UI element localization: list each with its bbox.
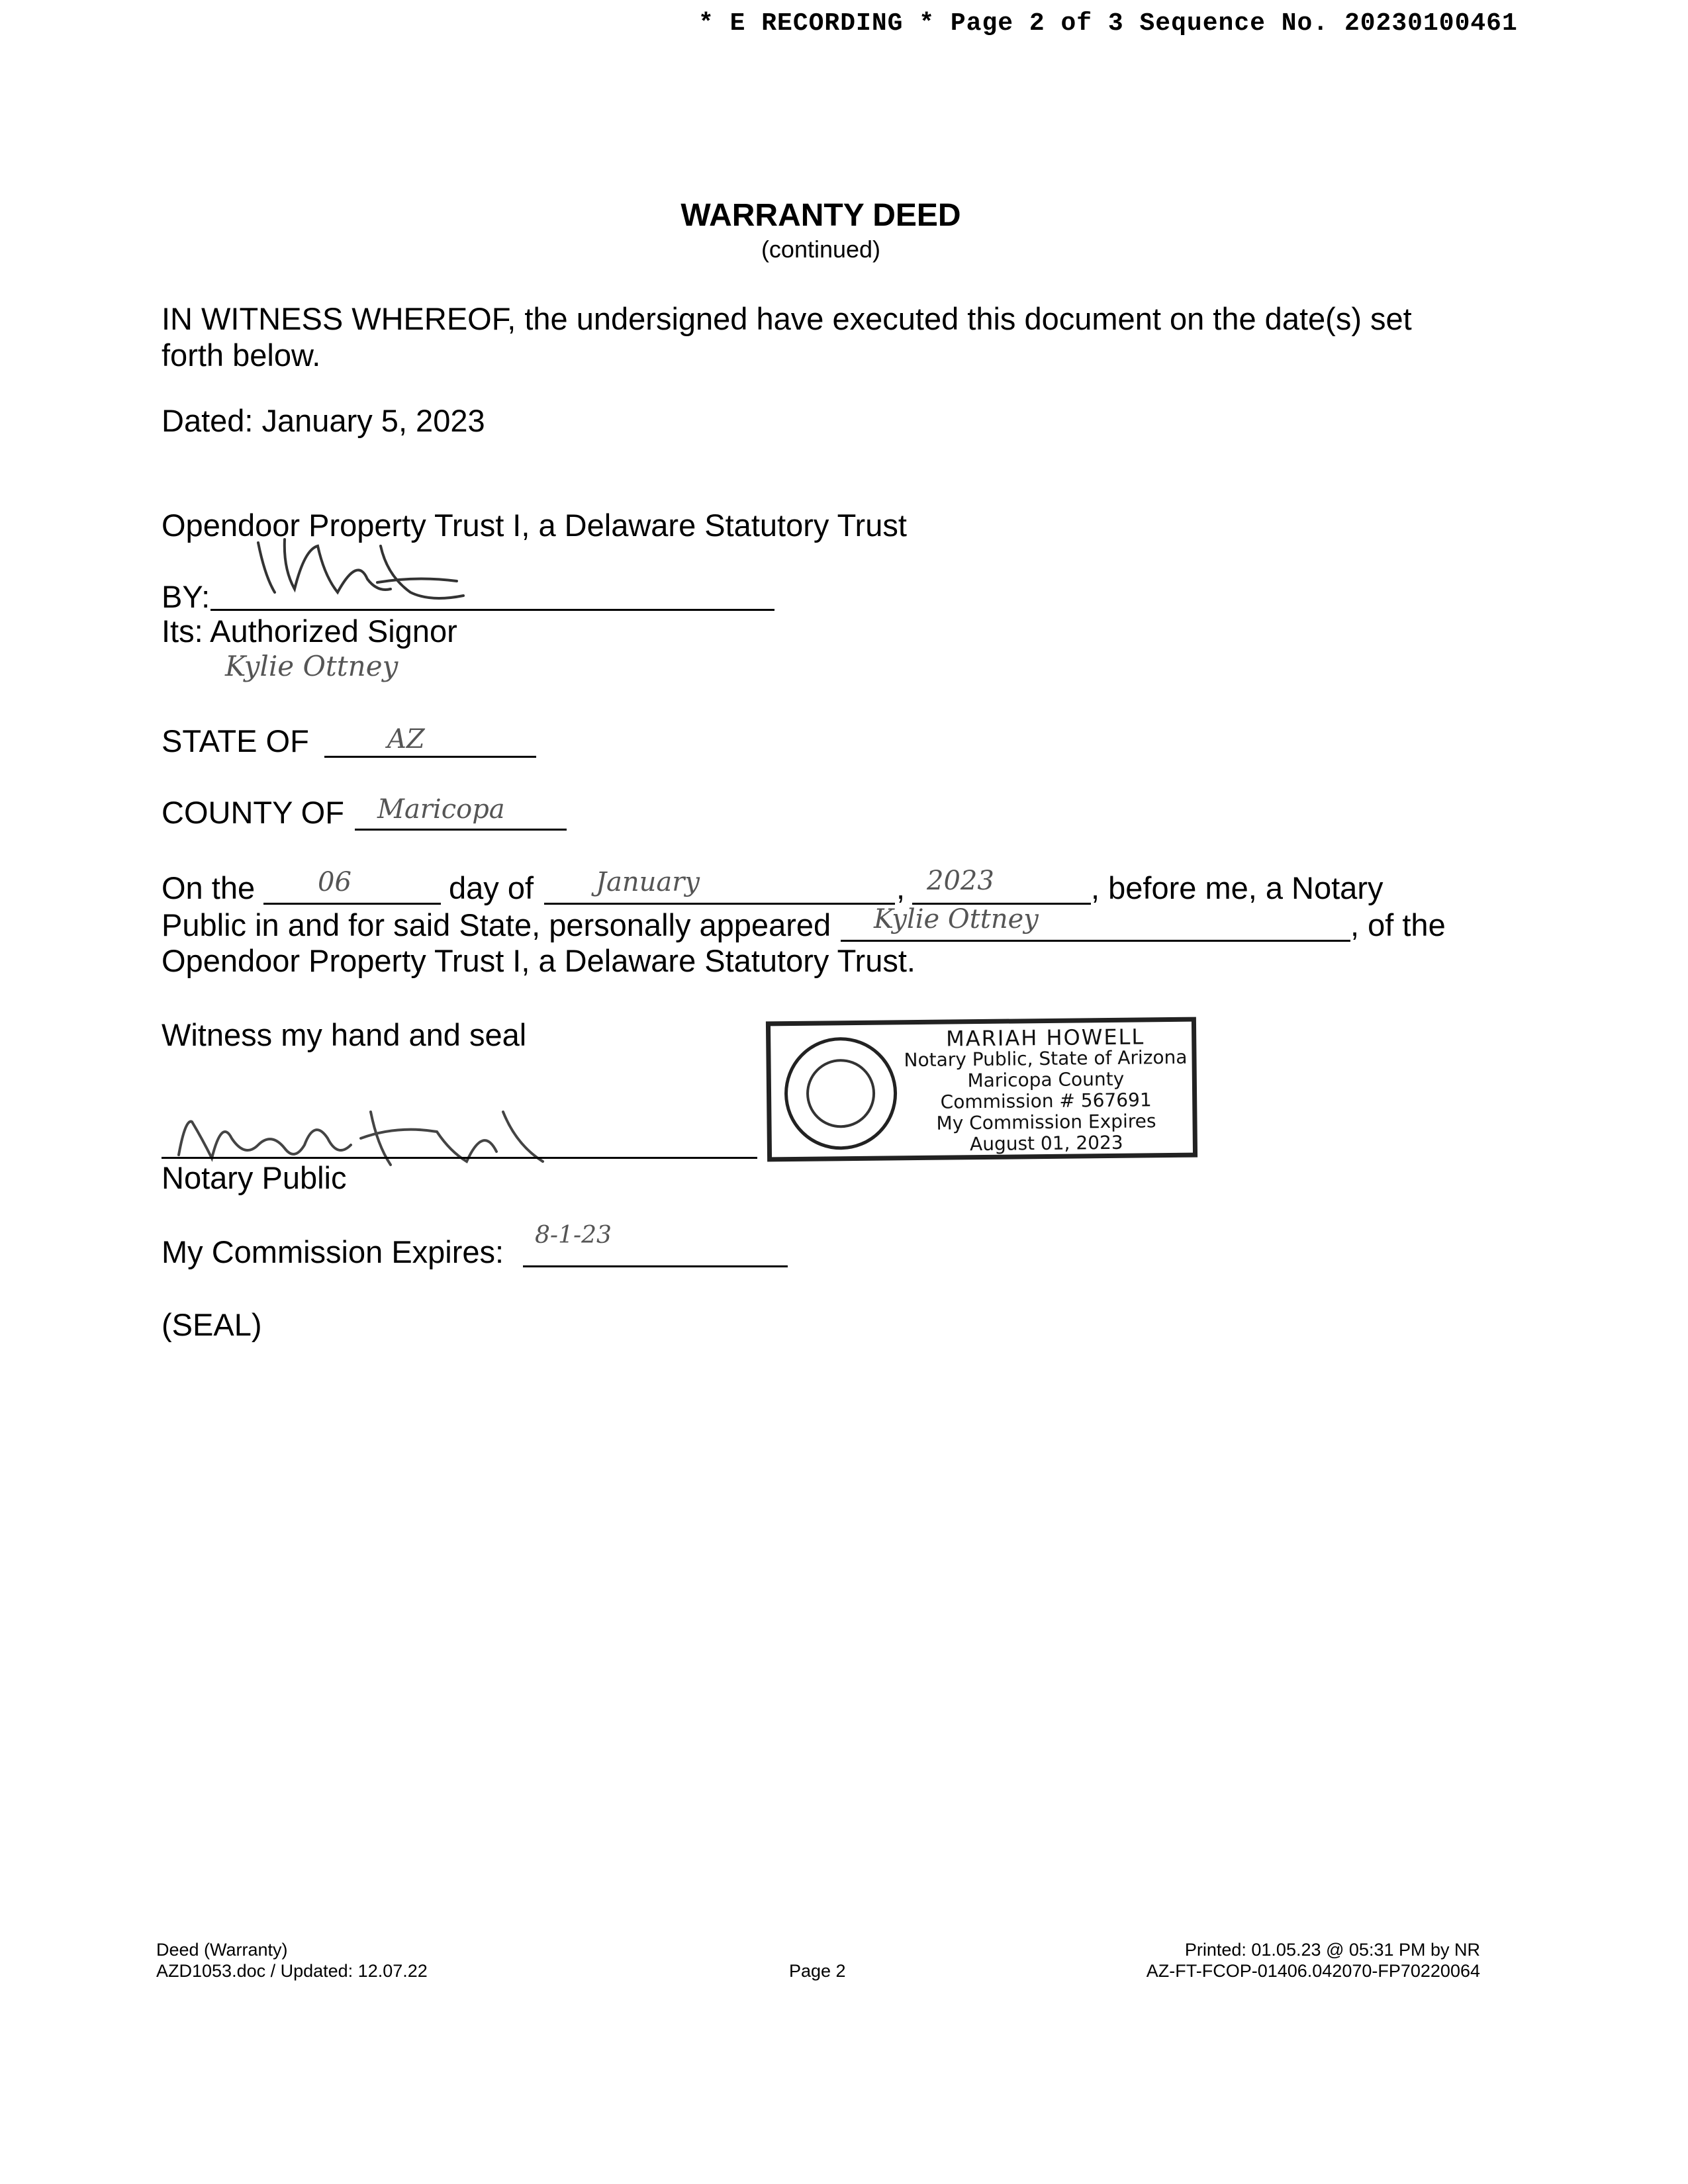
- appeared-line: [841, 940, 1350, 942]
- footer-file-id: AZ-FT-FCOP-01406.042070-FP70220064: [1146, 1961, 1480, 1981]
- year-handwritten: 2023: [927, 866, 994, 896]
- ack-on-the: On the: [162, 870, 256, 905]
- document-subtitle: (continued): [761, 236, 881, 263]
- its-label: Its: Authorized Signor: [162, 614, 457, 649]
- state-seal-icon: [784, 1036, 898, 1150]
- notary-stamp: [766, 1017, 1197, 1162]
- state-line: [324, 756, 536, 758]
- signer-name-handwritten: Kylie Ottney: [225, 650, 399, 682]
- witness-paragraph-line1: IN WITNESS WHEREOF, the undersigned have executed this document on the date(s) set: [162, 301, 1412, 336]
- recording-header: * E RECORDING * Page 2 of 3 Sequence No. 20230100461: [698, 9, 1518, 38]
- notary-signature-line: [162, 1157, 757, 1159]
- ack-of-the: , of the: [1350, 907, 1446, 942]
- ack-before-me: , before me, a Notary: [1091, 870, 1383, 905]
- footer-doc-type: Deed (Warranty): [156, 1940, 288, 1960]
- commission-expires-line: [523, 1265, 788, 1267]
- witness-hand-seal: Witness my hand and seal: [162, 1017, 527, 1052]
- commission-expires-label: My Commission Expires:: [162, 1234, 504, 1269]
- county-handwritten: Maricopa: [377, 794, 505, 825]
- stamp-line3: Commission # 567691: [940, 1089, 1152, 1113]
- county-line: [355, 829, 567, 831]
- state-handwritten: AZ: [387, 724, 425, 754]
- grantor-signature: [245, 529, 523, 615]
- notary-public-label: Notary Public: [162, 1160, 347, 1195]
- month-line: [544, 903, 895, 905]
- stamp-line5: August 01, 2023: [969, 1131, 1123, 1156]
- document-title: WARRANTY DEED: [680, 198, 961, 233]
- stamp-line1: Notary Public, State of Arizona: [904, 1046, 1188, 1071]
- county-label: COUNTY OF: [162, 795, 344, 830]
- state-label: STATE OF: [162, 723, 309, 758]
- by-label: BY:: [162, 579, 211, 614]
- ack-comma: ,: [896, 870, 906, 905]
- ack-last-line: Opendoor Property Trust I, a Delaware Statutory Trust.: [162, 943, 915, 978]
- appeared-handwritten: Kylie Ottney: [874, 904, 1039, 934]
- witness-paragraph-line2: forth below.: [162, 338, 321, 373]
- stamp-line4: My Commission Expires: [936, 1110, 1156, 1134]
- footer-printed: Printed: 01.05.23 @ 05:31 PM by NR: [1184, 1940, 1480, 1960]
- grantor-name: Opendoor Property Trust I, a Delaware Statutory Trust: [162, 508, 907, 543]
- footer-page-number: Page 2: [789, 1961, 846, 1981]
- seal-label: (SEAL): [162, 1307, 262, 1342]
- commission-expires-handwritten: 8-1-23: [535, 1222, 612, 1249]
- by-signature-line: [211, 609, 774, 611]
- footer-right: [1147, 1939, 1480, 1981]
- ack-day-of: day of: [449, 870, 534, 905]
- footer-left: [156, 1939, 428, 1981]
- day-handwritten: 06: [318, 867, 352, 897]
- day-line: [263, 903, 441, 905]
- ack-public-line: Public in and for said State, personally appeared: [162, 907, 831, 942]
- stamp-line2: Maricopa County: [967, 1068, 1125, 1092]
- footer-doc-version: AZD1053.doc / Updated: 12.07.22: [156, 1961, 428, 1981]
- stamp-notary-name: MARIAH HOWELL: [945, 1024, 1145, 1052]
- dated-line: Dated: January 5, 2023: [162, 403, 485, 438]
- month-handwritten: January: [596, 867, 700, 897]
